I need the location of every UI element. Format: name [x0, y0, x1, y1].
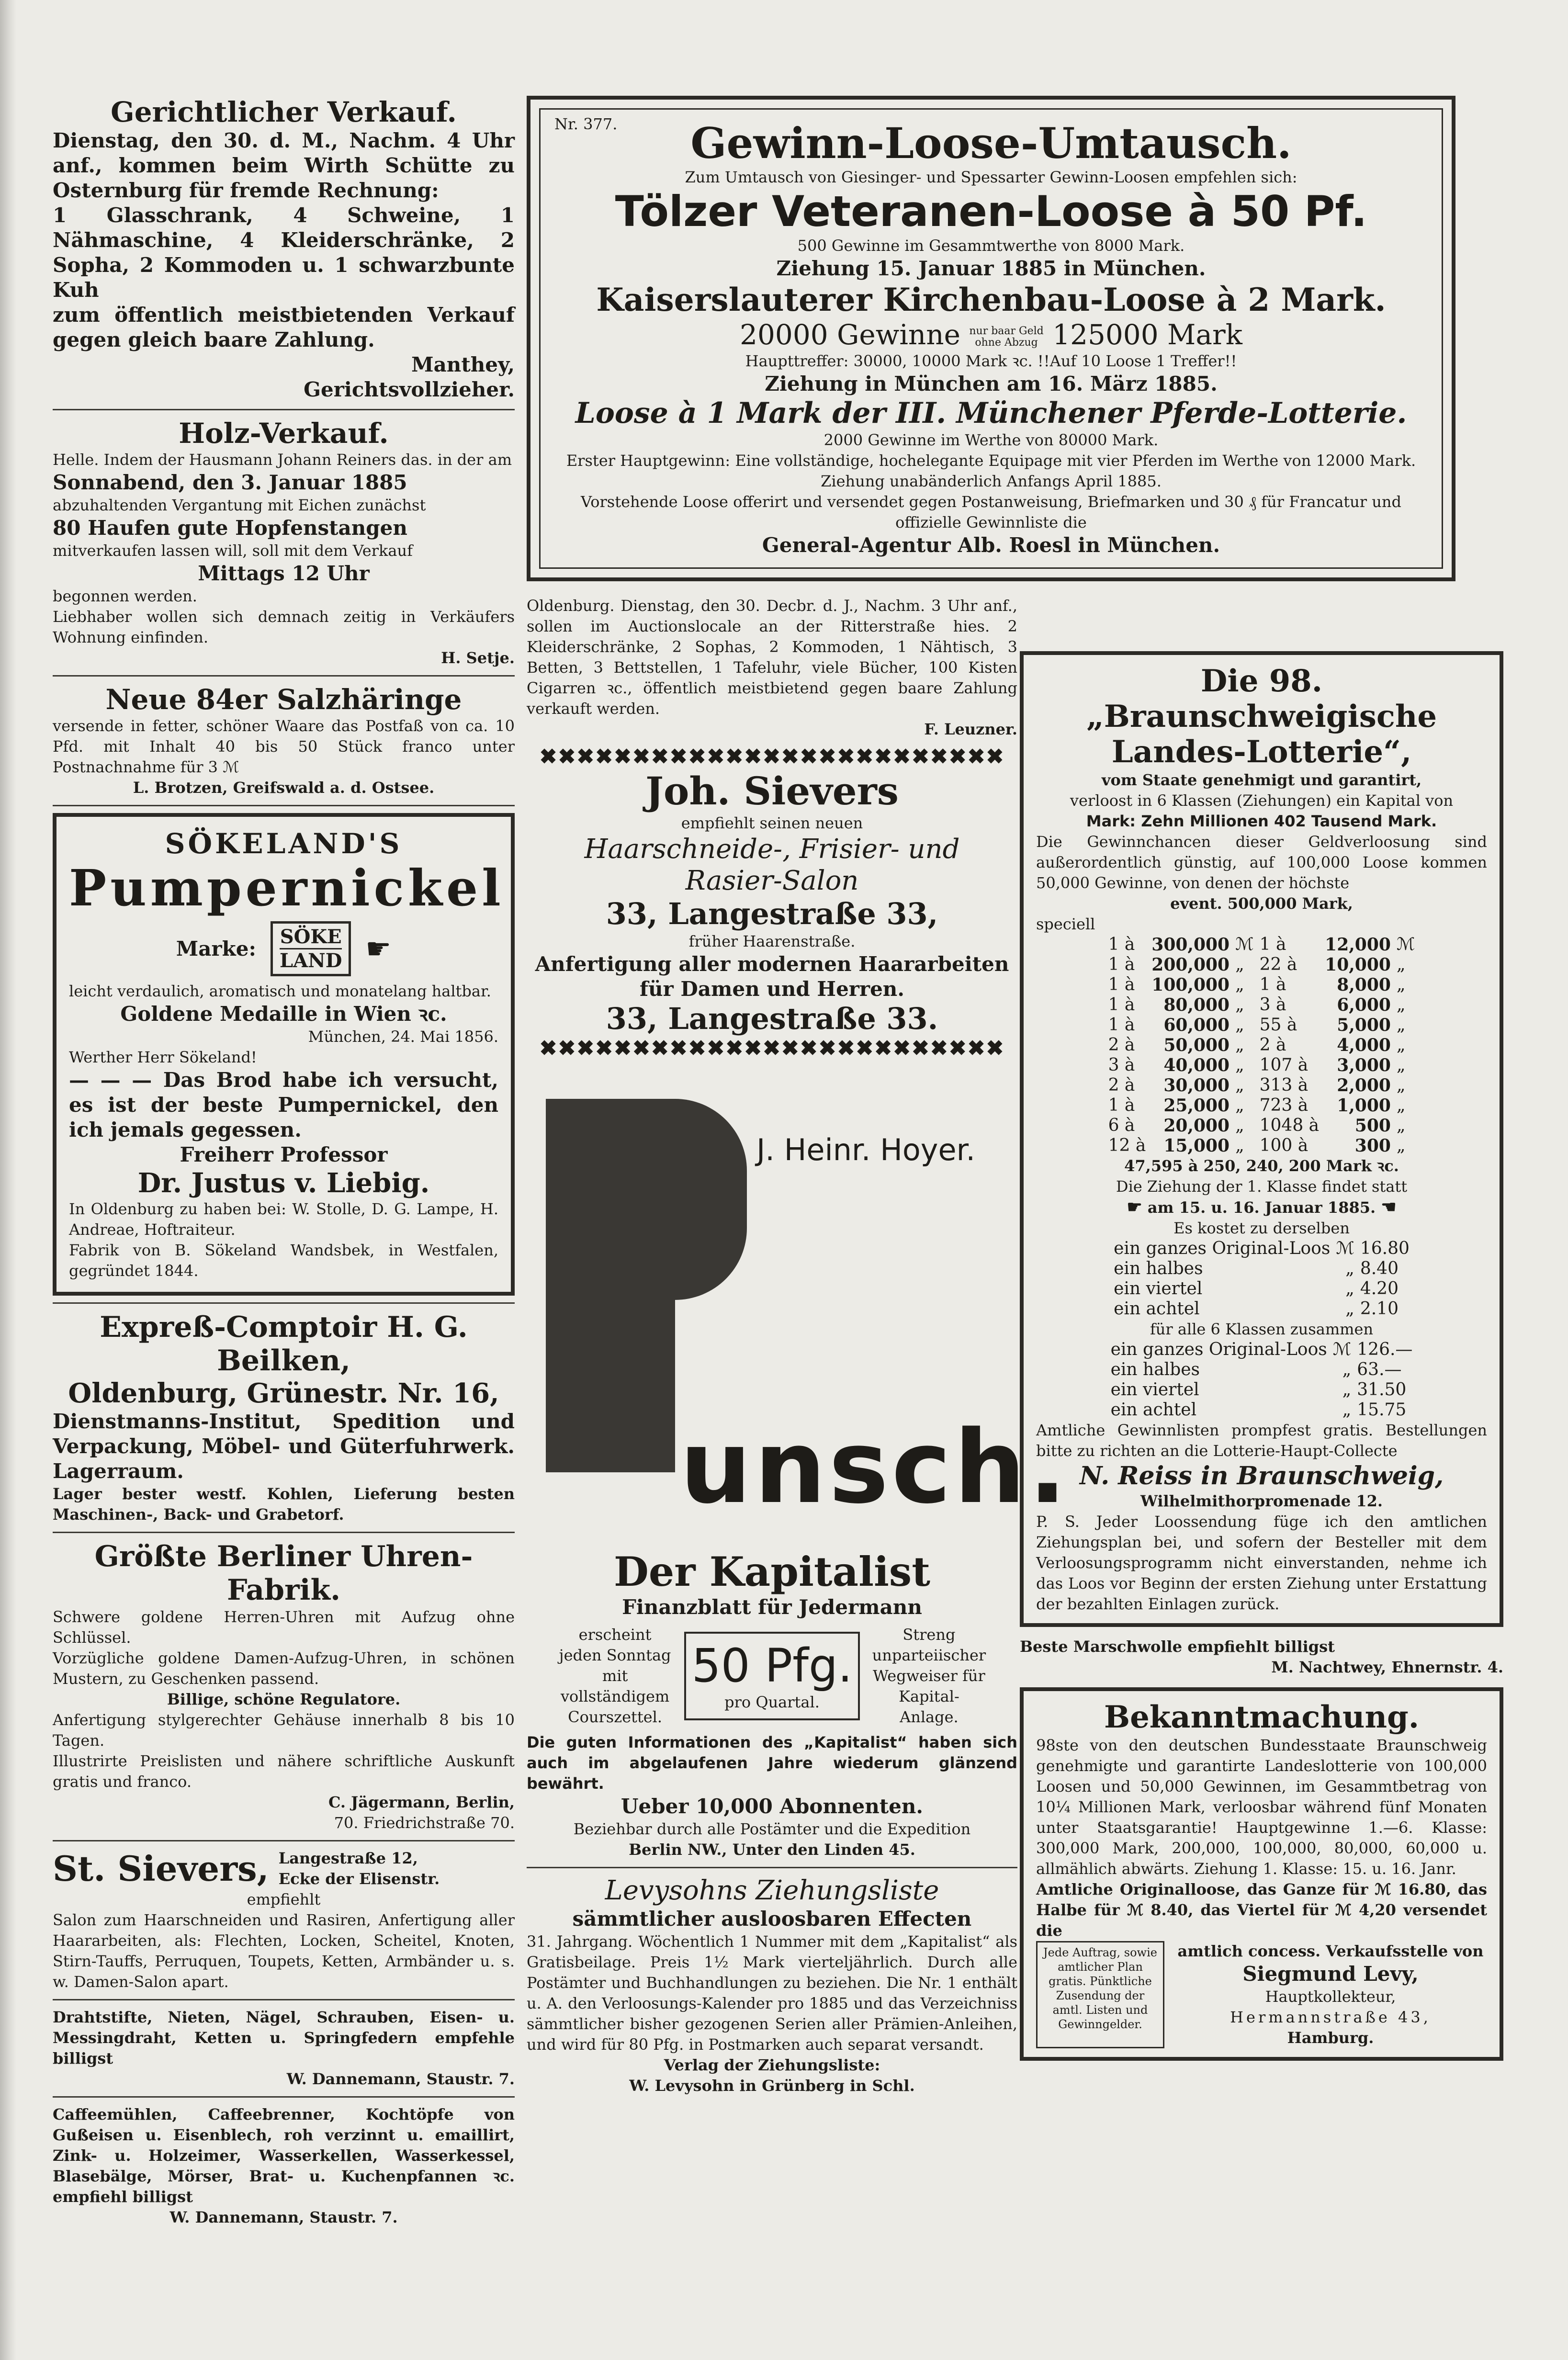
ad-text: Schwere goldene Herren-Uhren mit Aufzug ohne Schlüssel. — [53, 1608, 515, 1647]
ad-text: Ueber 10,000 Abonnenten. — [620, 1795, 924, 1818]
ad-text: Berlin NW., Unter den Linden 45. — [629, 1841, 915, 1859]
ad-title: Landes-Lotterie“, — [1111, 734, 1412, 770]
table-cell: „ — [1396, 975, 1406, 994]
ad-text: — — — Das Brod habe ich versucht, es ist der beste Pumpernickel, den ich jemals gegessen. — [69, 1068, 498, 1141]
table-cell: 6,000 — [1337, 995, 1391, 1015]
ad-text: Hauptkollekteur, — [1265, 1987, 1396, 2006]
table-cell: „ — [1235, 1136, 1244, 1155]
divider — [53, 805, 515, 806]
table-cell: 126.— — [1357, 1340, 1413, 1359]
table-cell: 5,000 — [1337, 1015, 1391, 1035]
table-cell: 22 à — [1259, 955, 1297, 974]
table-row — [1105, 995, 1418, 1015]
ad-text: abzuhaltenden Vergantung mit Eichen zunächst — [53, 496, 426, 514]
ad-text-span: am 15. u. 16. Januar 1885. — [1147, 1198, 1376, 1217]
ad-header — [53, 1848, 515, 1889]
ad-note-text: nur baar Geld — [969, 325, 1044, 337]
table-cell: 6 à — [1108, 1116, 1135, 1135]
table-cell: „ — [1235, 1035, 1244, 1055]
table-cell: 1048 à — [1259, 1116, 1320, 1135]
divider — [53, 1302, 515, 1304]
table-cell: 4.20 — [1360, 1279, 1399, 1299]
ad-text — [1036, 1197, 1487, 1218]
ad-st-sievers — [53, 1848, 515, 1992]
table-cell: 16.80 — [1360, 1239, 1410, 1258]
ad-text: verloost in 6 Klassen (Ziehungen) ein Kapital von — [1070, 791, 1454, 810]
ad-signature: W. Dannemann, Staustr. 7. — [169, 2208, 398, 2226]
table-cell: 80,000 — [1163, 995, 1230, 1015]
ad-text: mitverkaufen lassen will, soll mit dem Verkauf — [53, 542, 413, 560]
table-cell: 63.— — [1357, 1360, 1402, 1379]
ad-text: Amtliche Originalloose, das Ganze für ℳ 16.80, das Halbe für ℳ 8.40, das Viertel für ℳ 4,20 versendet die — [1036, 1880, 1488, 1940]
ad-text: 2000 Gewinne im Werthe von 80000 Mark. — [823, 431, 1159, 449]
table-cell: „ — [1396, 995, 1406, 1015]
ad-text: Mark: Zehn Millionen 402 Tausend Mark. — [1086, 812, 1437, 830]
ad-signature: Gerichtsvollzieher. — [304, 378, 515, 401]
table-cell: 8,000 — [1337, 975, 1391, 995]
ad-text: Lager bester westf. Kohlen, Lieferung besten Maschinen-, Back- und Grabetorf. — [53, 1485, 515, 1524]
table-cell: 60,000 — [1163, 1015, 1230, 1035]
ad-text: 31. Jahrgang. Wöchentlich 1 Nummer mit dem „Kapitalist“ als Gratisbeilage. Preis 1½ Mark vierteljährlich. Durch alle Postämter und Buchhandlungen zu beziehen. Die Nr. 1 enthält u. A. den Verloosungs-Kalender pro 1885 und das Verzeichniss sämmtlicher bisher gezogenen Serien aller Prämien-Anleihen, und wird für 80 Pfg. in Postmarken auch separat versandt. — [527, 1932, 1017, 2054]
ad-sidebox: Jede Auftrag, sowie amtlicher Plan gratis. Pünktliche Zusendung der amtl. Listen und Gewinngelder. — [1036, 1941, 1164, 2048]
ad-text: Dienstag, den 30. d. M., Nachm. 4 Uhr anf., kommen beim Wirth Schütte zu Osternburg für fremde Rechnung: — [53, 129, 515, 202]
ad-text: Tölzer Veteranen-Loose à 50 Pf. — [615, 187, 1367, 236]
ad-brand: SÖKELAND'S — [165, 827, 403, 860]
table-cell: 313 à — [1259, 1075, 1309, 1095]
ad-text: Erster Hauptgewinn: Eine vollständige, hochelegante Equipage mit vier Pferden im Werthe von 12000 Mark. — [566, 452, 1416, 470]
table-cell: 200,000 — [1151, 955, 1230, 975]
ad-text: Vorstehende Loose offerirt und versendet gegen Postanweisung, Briefmarken und 30 ₰ für Francatur und offizielle Gewinnliste die — [581, 493, 1401, 531]
ad-signature: L. Brotzen, Greifswald a. d. Ostsee. — [133, 779, 435, 797]
ad-address: Hamburg. — [1287, 2029, 1374, 2047]
table-cell: „ — [1235, 955, 1244, 974]
page-gutter — [0, 0, 16, 2360]
ad-text: Loose à 1 Mark der III. Münchener Pferde-Lotterie. — [575, 396, 1407, 430]
ad-text: Goldene Medaille in Wien ꝛc. — [120, 1002, 447, 1026]
table-cell: „ — [1396, 1075, 1406, 1095]
ad-text: Ziehung 15. Januar 1885 in München. — [776, 257, 1206, 280]
table-cell: 100,000 — [1151, 975, 1230, 995]
table-cell: ein viertel — [1114, 1279, 1203, 1299]
ad-text: Oldenburg, Grünestr. Nr. 16, — [68, 1378, 499, 1409]
table-cell: „ — [1396, 1055, 1406, 1075]
table-row — [1108, 1380, 1416, 1400]
ad-text: Streng unparteiischer Wegweiser für Kapital-Anlage. — [872, 1626, 986, 1726]
ad-title: Joh. Sievers — [645, 768, 899, 813]
table-cell: „ — [1235, 995, 1244, 1015]
ad-title: Gerichtlicher Verkauf. — [111, 96, 457, 128]
table-row — [1108, 1360, 1416, 1380]
ad-text: Amtliche Gewinnlisten prompfest gratis. Bestellungen bitte zu richten an die Lotterie-Haupt-Collecte — [1036, 1421, 1487, 1460]
ad-text: 125000 Mark — [1052, 318, 1242, 351]
ad-note-text: ohne Abzug — [975, 336, 1038, 349]
ad-title: St. Sievers, — [53, 1848, 269, 1889]
ad-punsch-hoyer — [527, 1070, 1070, 1549]
ad-text: Vorzügliche goldene Damen-Aufzug-Uhren, in schönen Mustern, zu Geschenken passend. — [53, 1649, 515, 1688]
ad-inner-frame — [539, 108, 1443, 569]
table-cell: 12 à — [1108, 1136, 1146, 1155]
table-cell: 12,000 — [1325, 935, 1391, 955]
ad-text: Liebhaber wollen sich demnach zeitig in Verkäufers Wohnung einfinden. — [53, 608, 515, 646]
table-cell: „ — [1345, 1279, 1354, 1299]
ad-title: Pumpernickel — [69, 858, 505, 917]
ad-text: Beziehbar durch alle Postämter und die Expedition — [573, 1820, 971, 1838]
ad-title: Expreß-Comptoir H. G. Beilken, — [100, 1310, 468, 1378]
table-row — [1105, 935, 1418, 955]
ad-text: Haupttreffer: 30000, 10000 Mark ꝛc. !!Auf 10 Loose 1 Treffer!! — [745, 352, 1237, 370]
table-row — [1105, 1075, 1418, 1095]
ad-text: Wilhelmithorpromenade 12. — [1140, 1492, 1383, 1510]
ad-text: Salon zum Haarschneiden und Rasiren, Anfertigung aller Haararbeiten, als: Flechten, Locken, Scheitel, Knoten, Stirn-Tauffs, Perruquen, Toupets, Ketten, Armbänder u. s. w. Damen-Salon apart. — [53, 1911, 515, 1991]
table-cell: 55 à — [1259, 1015, 1297, 1035]
ad-text: Oldenburg. Dienstag, den 30. Decbr. d. J., Nachm. 3 Uhr anf., sollen im Auctionslocale an der Ritterstraße hies. 2 Kleiderschränke, 2 Sophas, 2 Kommoden, 1 Nähtisch, 3 Betten, 3 Bettstellen, 1 Tafeluhr, viele Bücher, 100 Kisten Cigarren ꝛc., öffentlich meistbietend gegen baare Zahlung verkauft werden. — [527, 597, 1017, 718]
table-cell: 1 à — [1259, 975, 1286, 994]
ad-text: empfiehlt — [247, 1890, 321, 1908]
ad-text: Dr. Justus v. Liebig. — [137, 1167, 430, 1199]
table-cell: ein viertel — [1110, 1380, 1199, 1400]
table-cell: 2.10 — [1360, 1299, 1399, 1319]
ad-uhren-fabrik — [53, 1540, 515, 1833]
table-cell: „ — [1396, 1015, 1406, 1035]
table-cell: 2,000 — [1337, 1075, 1391, 1095]
ad-text: Freiherr Professor — [180, 1143, 388, 1166]
table-row — [1108, 1400, 1416, 1420]
ornament-border: ✖✖✖✖✖✖✖✖✖✖✖✖✖✖✖✖✖✖✖✖✖✖✖✖✖ — [539, 745, 1005, 769]
ad-brand: J. Heinr. Hoyer. — [756, 1132, 976, 1167]
ad-title: Größte Berliner Uhren-Fabrik. — [94, 1540, 473, 1607]
price-box — [684, 1632, 860, 1720]
ad-braunschweig-lotterie — [1020, 651, 1503, 1627]
table-cell: 1 à — [1108, 1095, 1135, 1115]
ad-text: München, 24. Mai 1856. — [308, 1028, 498, 1046]
table-cell: 1 à — [1108, 1015, 1135, 1035]
ad-text: N. Reiss in Braunschweig, — [1079, 1461, 1444, 1491]
ad-text: leicht verdaulich, aromatisch und monatelang haltbar. — [69, 982, 491, 1000]
table-cell: 31.50 — [1357, 1380, 1407, 1400]
ad-signature: F. Leuzner. — [924, 720, 1017, 738]
ad-text: für alle 6 Klassen zusammen — [1150, 1320, 1374, 1338]
table-cell: „ — [1235, 975, 1244, 994]
table-row — [1108, 1340, 1416, 1360]
table-row — [1105, 1095, 1418, 1116]
ad-salzhaeringe — [53, 683, 515, 798]
ad-text: Helle. Indem der Hausmann Johann Reiners das. in der am — [53, 451, 512, 469]
table-cell: 300,000 — [1151, 935, 1230, 955]
divider — [53, 1999, 515, 2000]
pointing-hand-icon: ☛ — [365, 932, 392, 966]
table-cell: ein halbes — [1110, 1360, 1200, 1379]
table-cell: 3 à — [1108, 1055, 1135, 1075]
table-cell: „ — [1396, 1095, 1406, 1115]
table-cell: „ — [1342, 1360, 1352, 1379]
table-row — [1105, 1015, 1418, 1035]
ad-text: Ziehung in München am 16. März 1885. — [765, 372, 1218, 395]
ad-signature: M. Nachtwey, Ehnernstr. 4. — [1271, 1658, 1503, 1676]
ornament-border: ✖✖✖✖✖✖✖✖✖✖✖✖✖✖✖✖✖✖✖✖✖✖✖✖✖ — [539, 1036, 1005, 1061]
table-row — [1111, 1259, 1412, 1279]
ad-text: Rasier-Salon — [685, 865, 859, 896]
table-cell: ℳ — [1396, 935, 1415, 954]
ad-text: amtlich concess. Verkaufsstelle von — [1177, 1942, 1484, 1960]
price-table — [1108, 1340, 1416, 1420]
ad-dannemann-2 — [53, 2104, 515, 2228]
table-row — [1105, 955, 1418, 975]
kapitalist-row — [527, 1625, 1017, 1728]
table-cell: 3,000 — [1337, 1055, 1391, 1075]
divider — [53, 409, 515, 410]
ad-title: unsch. — [680, 1409, 1070, 1526]
ad-title: Der Kapitalist — [613, 1548, 930, 1595]
ad-holz-verkauf — [53, 417, 515, 668]
table-cell: 50,000 — [1163, 1035, 1230, 1055]
ad-address: Langestraße 12, — [278, 1849, 418, 1867]
ad-text: früher Haarenstraße. — [688, 932, 856, 950]
table-cell: 4,000 — [1337, 1035, 1391, 1055]
ad-gewinn-loose-umtausch — [527, 96, 1455, 581]
ad-soekeland-pumpernickel — [53, 813, 515, 1296]
price-note: pro Quartal. — [724, 1693, 820, 1711]
ad-address: Hermannstraße 43, — [1230, 2008, 1431, 2026]
ad-text: Anfertigung aller modernen Haararbeiten für Damen und Herren. — [535, 952, 1009, 1001]
ad-text: 33, Langestraße 33. — [606, 1001, 938, 1036]
table-cell: 500 — [1354, 1116, 1391, 1136]
divider — [53, 1840, 515, 1841]
ad-text: 80 Haufen gute Hopfenstangen — [53, 516, 407, 540]
table-cell: 1 à — [1108, 935, 1135, 954]
marke-logo — [271, 921, 351, 976]
ad-number: Nr. 377. — [554, 115, 618, 133]
ad-address: Ecke der Elisenstr. — [278, 1870, 440, 1888]
table-cell: „ — [1235, 1116, 1244, 1135]
pointing-hand-icon: ☛ — [1127, 1197, 1142, 1217]
table-row — [1111, 1279, 1412, 1299]
table-cell: „ — [1345, 1259, 1354, 1278]
table-cell: 10,000 — [1325, 955, 1391, 975]
ad-text: 33, Langestraße 33, — [606, 896, 938, 931]
table-cell: 300 — [1354, 1136, 1391, 1156]
ad-text: versende in fetter, schöner Waare das Postfaß von ca. 10 Pfd. mit Inhalt 40 bis 50 Stück franco unter Postnachnahme für 3 ℳ — [53, 717, 515, 776]
ad-text: vom Staate genehmigt und garantirt, — [1101, 771, 1422, 789]
table-cell: „ — [1342, 1400, 1352, 1420]
ad-text: Sonnabend, den 3. Januar 1885 — [53, 471, 407, 494]
ad-title: Gewinn-Loose-Umtausch. — [690, 118, 1292, 168]
ad-text: Die Ziehung der 1. Klasse findet statt — [1116, 1177, 1408, 1196]
table-cell: 1 à — [1108, 975, 1135, 994]
ad-text: 500 Gewinne im Gesammtwerthe von 8000 Mark. — [797, 237, 1185, 255]
table-cell: 3 à — [1259, 995, 1286, 1015]
table-cell: ℳ — [1336, 1239, 1354, 1258]
ad-signature-block — [1174, 1941, 1487, 2048]
table-cell: „ — [1345, 1299, 1354, 1319]
table-cell: 2 à — [1108, 1075, 1135, 1095]
ad-text: zum öffentlich meistbietenden Verkauf gegen gleich baare Zahlung. — [53, 303, 515, 351]
table-cell: „ — [1396, 1035, 1406, 1055]
marke-bottom: LAND — [279, 949, 342, 972]
table-row — [1105, 1035, 1418, 1055]
ad-text: 20000 Gewinne — [740, 318, 960, 351]
table-cell: „ — [1235, 1075, 1244, 1095]
table-cell: 1 à — [1108, 995, 1135, 1015]
ad-subtitle: Finanzblatt für Jedermann — [622, 1595, 922, 1619]
table-cell: 40,000 — [1163, 1055, 1230, 1075]
ad-title: Levysohns Ziehungsliste — [605, 1875, 939, 1906]
ad-signature: H. Setje. — [441, 649, 515, 667]
price-value: 50 Pfg. — [691, 1639, 853, 1693]
table-cell: „ — [1396, 1136, 1406, 1155]
ad-text: Zum Umtausch von Giesinger- und Spessarter Gewinn-Loosen empfehlen sich: — [685, 168, 1297, 186]
ad-gerichtlicher-verkauf — [53, 96, 515, 402]
ad-text: 47,595 à 250, 240, 200 Mark ꝛc. — [1124, 1157, 1399, 1175]
column-right — [1020, 651, 1503, 2061]
ad-signature: Siegmund Levy, — [1242, 1962, 1419, 1986]
ad-address-block — [279, 1848, 440, 1889]
table-row — [1105, 975, 1418, 995]
table-cell: 2 à — [1108, 1035, 1135, 1055]
table-cell: ein achtel — [1110, 1400, 1197, 1420]
ad-joh-sievers — [527, 745, 1017, 1061]
table-row — [1105, 1116, 1418, 1136]
table-cell: „ — [1342, 1380, 1352, 1400]
price-table — [1111, 1239, 1412, 1319]
table-cell: 15.75 — [1357, 1400, 1407, 1420]
ad-text: Die guten Informationen des „Kapitalist“ haben sich auch im abgelaufenen Jahre wiederum glänzend bewährt. — [527, 1733, 1017, 1793]
table-row — [1111, 1239, 1412, 1259]
table-cell: „ — [1235, 1095, 1244, 1115]
ad-text: Ziehung unabänderlich Anfangs April 1885. — [821, 472, 1162, 490]
table-cell: ein ganzes Original-Loos — [1114, 1239, 1331, 1258]
ad-title: Bekanntmachung. — [1104, 1699, 1420, 1735]
ad-text: event. 500,000 Mark, — [1170, 894, 1353, 913]
ad-text: Fabrik von B. Sökeland Wandsbek, in Westfalen, gegründet 1844. — [69, 1241, 498, 1280]
ad-text: Die Gewinnchancen dieser Geldverloosung sind außerordentlich günstig, auf 100,000 Loose kommen 50,000 Gewinne, von denen der höchste — [1036, 833, 1487, 892]
table-cell: ℳ — [1332, 1340, 1352, 1359]
ad-express-comptoir — [53, 1310, 515, 1525]
table-cell: 723 à — [1259, 1095, 1309, 1115]
table-cell: 1 à — [1108, 955, 1135, 974]
marke-top: SÖKE — [280, 926, 342, 949]
ad-text: Dienstmanns-Institut, Spedition und Verpackung, Möbel- und Güterfuhrwerk. Lagerraum. — [53, 1410, 515, 1483]
ad-note — [969, 326, 1043, 349]
table-row — [1105, 1055, 1418, 1075]
divider — [53, 675, 515, 677]
prize-table — [1105, 935, 1418, 1156]
pointing-hand-icon: ☚ — [1381, 1197, 1397, 1217]
divider — [527, 1867, 1017, 1868]
ad-text: Mittags 12 Uhr — [198, 562, 370, 585]
table-cell: 15,000 — [1163, 1136, 1230, 1156]
table-cell: 25,000 — [1163, 1095, 1230, 1116]
table-cell: 30,000 — [1163, 1075, 1230, 1095]
ad-kapitalist — [527, 1549, 1017, 2096]
ad-text: 1 Glasschrank, 4 Schweine, 1 Nähmaschine, 4 Kleiderschränke, 2 Sopha, 2 Kommoden u. 1 schwarzbunte Kuh — [53, 203, 515, 302]
ad-title: Neue 84er Salzhäringe — [105, 683, 462, 716]
table-cell: 100 à — [1259, 1136, 1309, 1155]
table-row — [1105, 1136, 1418, 1156]
table-cell: 20,000 — [1163, 1116, 1230, 1136]
table-cell: „ — [1396, 1116, 1406, 1135]
divider — [53, 2096, 515, 2098]
ad-text: Verlag der Ziehungsliste: — [664, 2056, 880, 2074]
ad-text: Drahtstifte, Nieten, Nägel, Schrauben, Eisen- u. Messingdraht, Ketten u. Springfedern empfehle billigst — [53, 2008, 515, 2067]
ad-text: In Oldenburg zu haben bei: W. Stolle, D. G. Lampe, H. Andreae, Hoftraiteur. — [69, 1200, 498, 1239]
ad-text: Kaiserslauterer Kirchenbau-Loose à 2 Mark. — [596, 281, 1386, 318]
marke-label: Marke: — [176, 937, 256, 960]
ad-title: Die 98. „Braunschweigische — [1086, 663, 1437, 734]
column-left — [53, 96, 515, 2228]
table-cell: 1 à — [1259, 935, 1286, 954]
table-cell: ℳ — [1235, 935, 1254, 954]
ad-text: Es kostet zu derselben — [1173, 1219, 1350, 1237]
ad-signature: C. Jägermann, Berlin, — [328, 1793, 515, 1811]
marke-row — [69, 921, 498, 976]
divider — [53, 1532, 515, 1533]
ad-text: 98ste von den deutschen Bundesstaate Braunschweig genehmigte und garantirte Landeslotterie von 100,000 Loosen und 50,000 Gewinnen, im Gesammtbetrag von 10¼ Millionen Mark, verloosbar während fünf Monaten unter Staatsgarantie! Hauptgewinne 1.—6. Klasse: 300,000 Mark, 200,000, 100,000, 80,000, 60,000 u. allmählich abwärts. Ziehung 1. Klasse: 15. u. 16. Janr. — [1036, 1736, 1487, 1878]
table-cell: 107 à — [1259, 1055, 1309, 1075]
table-cell: „ — [1396, 955, 1406, 974]
big-letter-p-graphic — [546, 1099, 675, 1472]
ad-text: P. S. Jeder Loossendung füge ich den amtlichen Ziehungsplan bei, und sofern der Besteller mit dem Verloosungsprogramm nicht einverstanden, nehme ich das Loos vor Beginn der ersten Ziehung unter Erstattung der bezahlten Einlagen zurück. — [1036, 1513, 1487, 1613]
ad-text: erscheint jeden Sonntag mit vollständigem Courszettel. — [559, 1626, 671, 1726]
table-cell: ein achtel — [1114, 1299, 1200, 1319]
ad-text: Caffeemühlen, Caffeebrenner, Kochtöpfe von Gußeisen u. Eisenblech, roh verzinnt u. emaillirt, Zink- u. Holzeimer, Wasserkellen, Wasserkessel, Blasebälge, Mörser, Brat- u. Kuchenpfannen ꝛc. empfiehl billigst — [53, 2105, 515, 2206]
ad-text: Billige, schöne Regulatore. — [167, 1690, 401, 1708]
ad-bekanntmachung — [1020, 1687, 1503, 2061]
table-cell: 1,000 — [1337, 1095, 1391, 1116]
ad-signature: W. Levysohn in Grünberg in Schl. — [629, 2077, 915, 2095]
table-cell: ein ganzes Original-Loos — [1110, 1340, 1327, 1359]
ad-text: speciell — [1036, 915, 1095, 933]
ad-signature: W. Dannemann, Staustr. 7. — [286, 2070, 515, 2088]
ad-text: Haarschneide-, Frisier- und — [584, 834, 960, 865]
ad-address: 70. Friedrichstraße 70. — [334, 1814, 515, 1832]
ad-subtitle: sämmtlicher ausloosbaren Effecten — [572, 1907, 972, 1931]
ad-signature: General-Agentur Alb. Roesl in München. — [762, 533, 1220, 557]
ad-title: Holz-Verkauf. — [179, 417, 389, 450]
ad-oldenburg-auction — [527, 596, 1017, 740]
table-cell: 8.40 — [1360, 1259, 1399, 1278]
ad-marschwolle — [1020, 1637, 1503, 1678]
table-cell: 2 à — [1259, 1035, 1286, 1055]
ad-text: begonnen werden. — [53, 587, 197, 605]
table-cell: „ — [1235, 1055, 1244, 1075]
ad-text: empfiehlt seinen neuen — [681, 814, 863, 832]
ad-dannemann-1 — [53, 2007, 515, 2089]
table-row — [1111, 1299, 1412, 1319]
ad-signature: Manthey, — [411, 353, 515, 376]
gewinne-row — [550, 318, 1432, 351]
ad-text: Beste Marschwolle empfiehlt billigst — [1020, 1637, 1335, 1656]
table-cell: ein halbes — [1114, 1259, 1203, 1278]
ad-text: Werther Herr Sökeland! — [69, 1048, 257, 1066]
bekanntmachung-row — [1036, 1941, 1487, 2048]
table-cell: „ — [1235, 1015, 1244, 1035]
ad-text: Anfertigung stylgerechter Gehäuse innerhalb 8 bis 10 Tagen. — [53, 1711, 515, 1750]
ad-text: Illustrirte Preislisten und nähere schriftliche Auskunft gratis und franco. — [53, 1752, 515, 1791]
